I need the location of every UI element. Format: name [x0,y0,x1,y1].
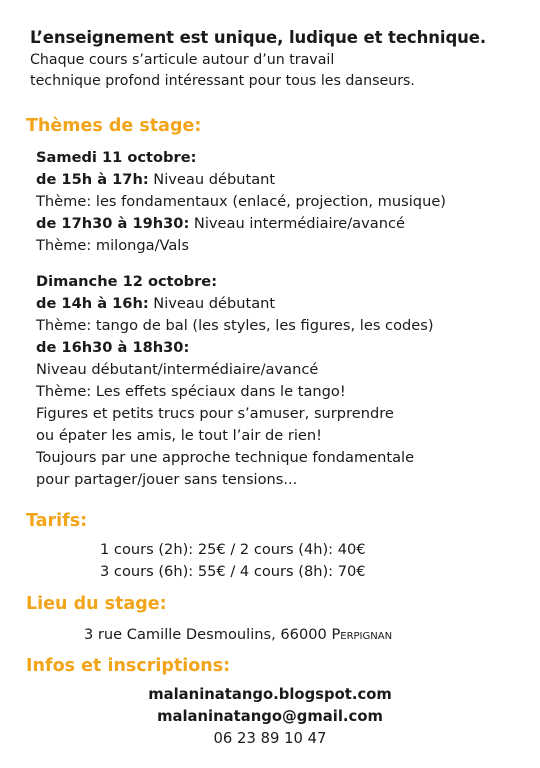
sunday-detail-line: pour partager/jouer sans tensions... [36,471,298,488]
tarifs-heading: Tarifs: [26,511,88,531]
slot-time: de 14h à 16h: [36,295,149,312]
address-street: 3 rue Camille Desmoulins, 66000 [84,626,332,643]
sunday-detail-line: Figures et petits trucs pour s’amuser, surprendre [36,405,394,422]
themes-heading: Thèmes de stage: [26,116,202,136]
slot-level: Niveau débutant [148,171,276,188]
infos-heading: Infos et inscriptions: [26,656,231,676]
slot-time: de 17h30 à 19h30: [36,215,190,232]
sunday-slot-2-theme: Thème: Les effets spéciaux dans le tango! [36,383,346,400]
sunday-detail-line: Toujours par une approche technique fondamentale [36,449,415,466]
address-city: Perpignan [331,626,393,643]
website-link[interactable]: malaninatango.blogspot.com [148,686,392,703]
sunday-slot-2-time: de 16h30 à 18h30: [36,339,190,356]
intro-line: Chaque cours s’articule autour d’un travail [30,52,335,68]
sunday-slot-2-level: Niveau débutant/intermédiaire/avancé [36,361,319,378]
sunday-detail-line: ou épater les amis, le tout l’air de rien! [36,427,322,444]
saturday-slot-1-theme: Thème: les fondamentaux (enlacé, projection, musique) [36,193,446,210]
saturday-slot-2-theme: Thème: milonga/Vals [36,237,189,254]
slot-level: Niveau débutant [148,295,276,312]
intro-line: technique profond intéressant pour tous les danseurs. [30,73,415,89]
saturday-slot-1 [36,171,275,188]
saturday-day: Samedi 11 octobre: [36,149,197,166]
saturday-slot-2 [36,215,405,232]
tarif-line: 1 cours (2h): 25€ / 2 cours (4h): 40€ [100,541,366,558]
address [84,626,392,643]
sunday-day: Dimanche 12 octobre: [36,273,218,290]
sunday-slot-1-theme: Thème: tango de bal (les styles, les figures, les codes) [36,317,434,334]
phone-number: 06 23 89 10 47 [213,730,327,747]
tarif-line: 3 cours (6h): 55€ / 4 cours (8h): 70€ [100,563,366,580]
intro-title: L’enseignement est unique, ludique et technique. [30,28,487,47]
slot-time: de 15h à 17h: [36,171,149,188]
sunday-slot-1 [36,295,275,312]
email-link[interactable]: malaninatango@gmail.com [157,708,383,725]
lieu-heading: Lieu du stage: [26,594,167,614]
slot-level: Niveau intermédiaire/avancé [189,215,405,232]
